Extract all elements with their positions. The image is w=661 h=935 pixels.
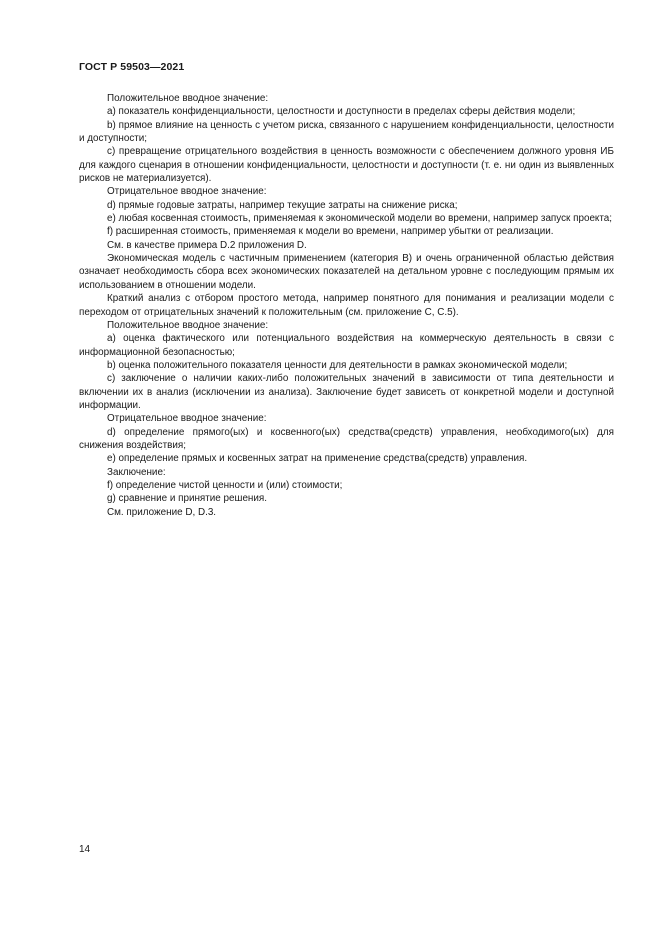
paragraph: g) сравнение и принятие решения.: [107, 493, 267, 505]
paragraph: Заключение:: [107, 466, 166, 478]
paragraph: b) оценка положительного показателя ценности для деятельности в рамках экономической модели;: [107, 359, 568, 371]
paragraph: Отрицательное вводное значение:: [107, 186, 267, 198]
document-body: [79, 92, 614, 519]
paragraph: с) превращение отрицательного воздействия в ценность возможности с обеспечением должного уровня ИБ для каждого сценария в отношении конфиденциальности, целостности и доступности (т. е. ни один из выявленных рисков не материализуется).: [79, 146, 614, 185]
paragraph: Положительное вводное значение:: [107, 93, 269, 104]
paragraph: d) определение прямого(ых) и косвенного(ых) средства(средств) управления, необходимого(ых) для снижения воздействия;: [79, 426, 614, 451]
paragraph: Положительное вводное значение:: [107, 319, 269, 331]
paragraph: См. приложение D, D.3.: [107, 506, 217, 518]
document-header: ГОСТ Р 59503—2021: [79, 61, 185, 73]
page-number: 14: [79, 844, 91, 855]
paragraph: с) заключение о наличии каких-либо положительных значений в зависимости от типа деятельности и включении их в анализ (исключении из анализа). Заключение будет зависеть от конкретной модели и доступной информации.: [79, 373, 614, 411]
paragraph: f) определение чистой ценности и (или) стоимости;: [107, 479, 343, 491]
paragraph: е) любая косвенная стоимость, применяемая к экономической модели во времени, например запуск проекта;: [107, 213, 613, 225]
paragraph: а) оценка фактического или потенциального воздействия на коммерческую деятельность в связи с информационной безопасностью;: [79, 333, 614, 358]
paragraph: См. в качестве примера D.2 приложения D.: [107, 239, 307, 251]
paragraph: е) определение прямых и косвенных затрат на применение средства(средств) управления.: [107, 453, 528, 465]
paragraph: Экономическая модель с частичным применением (категория В) и очень ограниченной областью действия означает необходимость сбора всех экономических показателей на детальном уровне с последующим прямым их использованием в отношении модели.: [79, 253, 614, 291]
paragraph: Отрицательное вводное значение:: [107, 413, 267, 425]
paragraph: b) прямое влияние на ценность с учетом риска, связанного с нарушением конфиденциальности, целостности и доступности;: [79, 119, 614, 145]
paragraph: f) расширенная стоимость, применяемая к модели во времени, например убытки от реализации.: [107, 226, 554, 238]
paragraph: d) прямые годовые затраты, например текущие затраты на снижение риска;: [107, 199, 458, 211]
paragraph: а) показатель конфиденциальности, целостности и доступности в пределах сферы действия модели;: [107, 106, 576, 118]
paragraph: Краткий анализ с отбором простого метода, например понятного для понимания и реализации модели с переходом от отрицательных значений к положительным (см. приложение С, С.5).: [79, 293, 614, 318]
